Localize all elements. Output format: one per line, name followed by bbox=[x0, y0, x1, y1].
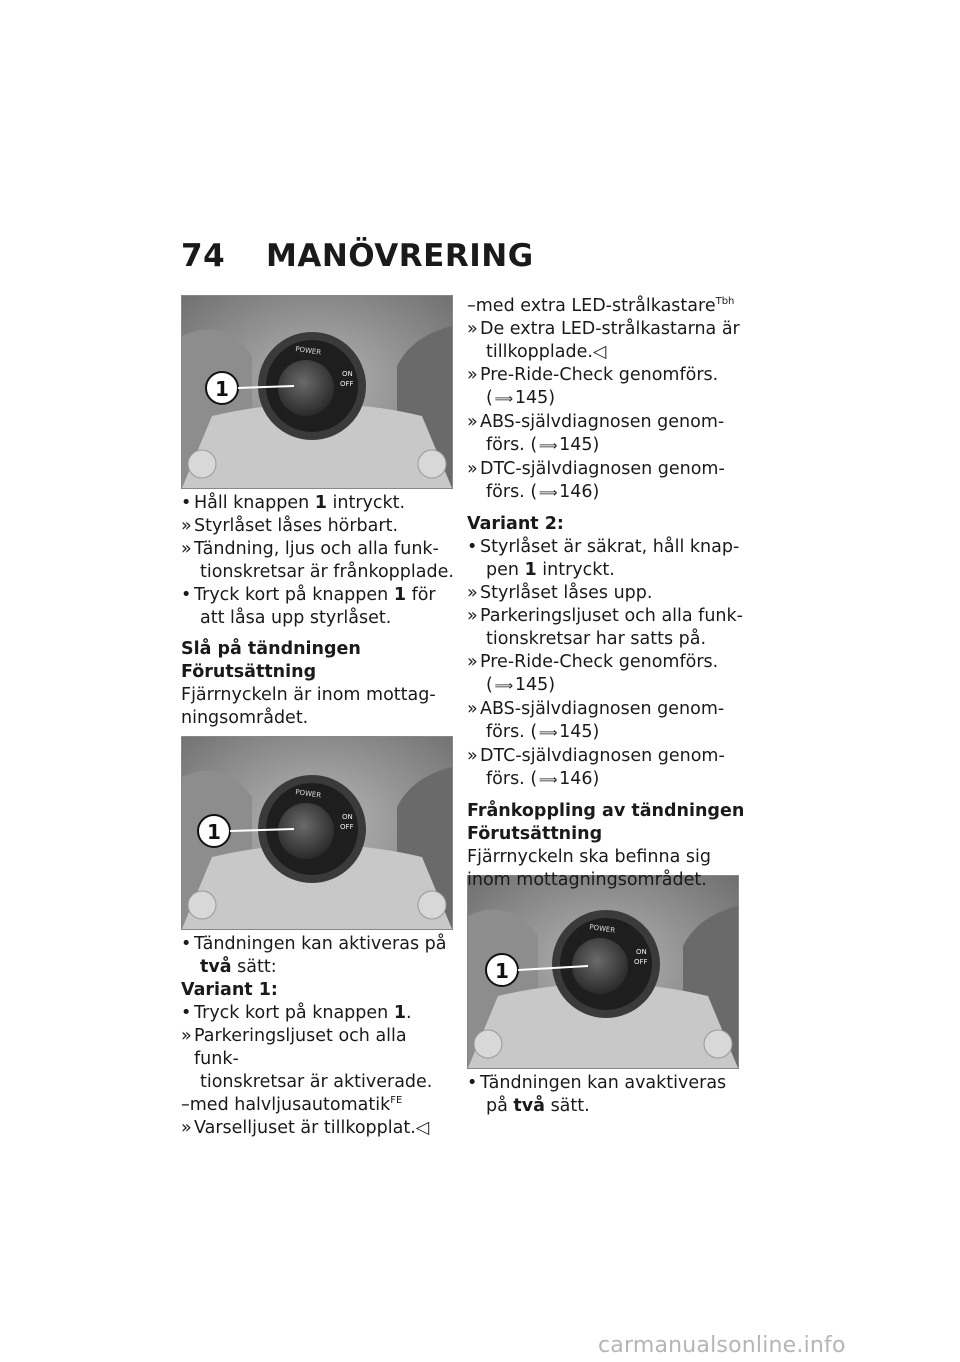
result-item: » Tändning, ljus och alla funk- bbox=[181, 539, 439, 559]
page-reference-link[interactable]: 146) bbox=[559, 482, 600, 502]
result-item: » DTC-självdiagnosen genom- bbox=[467, 459, 725, 479]
page-reference-link[interactable]: 145) bbox=[514, 388, 556, 408]
page-title: MANÖVRERING bbox=[266, 238, 534, 274]
off-label: OFF bbox=[340, 380, 354, 388]
result-item: » Varselljuset är tillkopplat.◁ bbox=[181, 1118, 430, 1138]
end-mark-icon: ◁ bbox=[592, 342, 607, 362]
result-arrow-icon: » bbox=[467, 606, 478, 626]
on-label: ON bbox=[342, 813, 353, 821]
bullet-item: • Styrlåset är säkrat, håll knap- bbox=[467, 537, 740, 557]
option-item: –med extra LED-strålkastare$^{Tbh}$ bbox=[467, 296, 735, 316]
result-arrow-icon: » bbox=[467, 746, 478, 766]
result-item: » ABS-självdiagnosen genom- bbox=[467, 412, 725, 432]
power-button-illustration-3 bbox=[468, 876, 738, 1068]
page-number: 74 bbox=[181, 238, 226, 274]
result-arrow-icon: » bbox=[467, 699, 478, 719]
bullet-item: • Tändningen kan avaktiveras bbox=[467, 1073, 727, 1093]
result-arrow-icon: » bbox=[181, 1118, 192, 1138]
right-column-bottom: • Tändningen kan avaktiveras på två sätt. bbox=[467, 1072, 747, 1118]
bullet-icon: • bbox=[181, 1003, 192, 1023]
power-button-photo bbox=[181, 295, 453, 489]
result-arrow-icon: » bbox=[181, 539, 192, 559]
on-label: ON bbox=[342, 370, 353, 378]
result-arrow-icon: » bbox=[467, 365, 478, 385]
page-reference-icon: ⟹ bbox=[494, 392, 514, 407]
callout-1: 1 bbox=[215, 377, 229, 401]
bullet-item: • Tryck kort på knappen 1 för bbox=[181, 585, 436, 605]
result-arrow-icon: » bbox=[467, 412, 478, 432]
result-item: » ABS-självdiagnosen genom- bbox=[467, 699, 725, 719]
bullet-icon: • bbox=[467, 1073, 478, 1093]
result-item: » DTC-självdiagnosen genom- bbox=[467, 746, 725, 766]
watermark: carmanualsonline.info bbox=[598, 1333, 846, 1358]
result-item: » Parkeringsljuset och alla funk- bbox=[467, 606, 743, 626]
result-arrow-icon: » bbox=[467, 652, 478, 672]
right-column-top: –med extra LED-strålkastare$^{Tbh}$ » De extra LED-strålkastarna är tillkopplade.◁ » Pre-Ride-Check genomförs. ( ⟹145) » ABS-självdiagnosen genom- förs. ( ⟹145) » DTC-självdiagnosen genom- förs. ( ⟹146) Variant 2: • Styrlåset är säkrat, håll knap- pen 1 intryckt. » Styrlåset låses upp. » Parkeringsljuset och alla funk- tionskretsar har satts på. » Pre-Ride-Check genomförs. ( ⟹145) » ABS-självdiagnosen genom- förs. ( ⟹145) » DTC-självdiagnosen genom- förs. ( ⟹146) Frånkoppling av tändningen Förutsättning Fjärrnyckeln ska befinna sig inom mottagningsområdet. bbox=[467, 295, 747, 892]
page-reference-icon: ⟹ bbox=[538, 486, 558, 501]
power-button-illustration-2 bbox=[182, 737, 452, 929]
bullet-icon: • bbox=[181, 934, 192, 954]
dash-icon: – bbox=[467, 296, 476, 316]
prerequisite-heading: Förutsättning bbox=[181, 662, 317, 682]
off-label: OFF bbox=[340, 823, 354, 831]
prerequisite-heading: Förutsättning bbox=[467, 824, 603, 844]
page-reference-link[interactable]: 145) bbox=[514, 675, 556, 695]
result-arrow-icon: » bbox=[467, 459, 478, 479]
section-heading: Frånkoppling av tändningen bbox=[467, 801, 745, 821]
result-arrow-icon: » bbox=[467, 319, 478, 339]
end-mark-icon: ◁ bbox=[415, 1118, 430, 1138]
power-button-photo-3 bbox=[467, 875, 739, 1069]
left-column-top: • Håll knappen 1 intryckt. » Styrlåset låses hörbart. » Tändning, ljus och alla funk- tionskretsar är frånkopplade. • Tryck kort på knappen 1 för att låsa upp styrlåset. Slå på tändningen Förutsättning Fjärrnyckeln är inom mottag- ningsområdet. bbox=[181, 492, 456, 730]
result-arrow-icon: » bbox=[467, 583, 478, 603]
left-column-bottom: • Tändningen kan aktiveras på två sätt: Variant 1: • Tryck kort på knappen 1. » Parkeringsljuset och alla funk- tionskretsar är aktiverade. –med halvljusautomatik$^{FE}$ » Varselljuset är tillkopplat.◁ bbox=[181, 933, 456, 1140]
page-reference-icon: ⟹ bbox=[538, 439, 558, 454]
page-reference-link[interactable]: 146) bbox=[559, 769, 600, 789]
page-reference-icon: ⟹ bbox=[494, 679, 514, 694]
bullet-item: • Tryck kort på knappen 1. bbox=[181, 1003, 412, 1023]
variant-heading: Variant 2: bbox=[467, 514, 564, 534]
dash-icon: – bbox=[181, 1095, 190, 1115]
bullet-item: • Håll knappen 1 intryckt. bbox=[181, 493, 406, 513]
result-item: » De extra LED-strålkastarna är bbox=[467, 319, 740, 339]
result-item: » Pre-Ride-Check genomförs. bbox=[467, 652, 719, 672]
result-item: » Styrlåset låses hörbart. bbox=[181, 516, 399, 536]
off-label: OFF bbox=[634, 958, 648, 966]
page-reference-link[interactable]: 145) bbox=[559, 722, 600, 742]
bullet-icon: • bbox=[181, 493, 192, 513]
result-item: » Pre-Ride-Check genomförs. bbox=[467, 365, 719, 385]
page-reference-icon: ⟹ bbox=[538, 726, 558, 741]
option-item: –med halvljusautomatik$^{FE}$ bbox=[181, 1095, 403, 1115]
callout-1: 1 bbox=[207, 820, 221, 844]
section-heading: Slå på tändningen bbox=[181, 639, 361, 659]
variant-heading: Variant 1: bbox=[181, 980, 278, 1000]
result-arrow-icon: » bbox=[181, 516, 192, 536]
result-arrow-icon: » bbox=[181, 1026, 192, 1046]
on-label: ON bbox=[636, 948, 647, 956]
power-label: POWER bbox=[294, 345, 322, 357]
bullet-icon: • bbox=[467, 537, 478, 557]
power-button-illustration bbox=[182, 296, 452, 488]
page-reference-link[interactable]: 145) bbox=[559, 435, 600, 455]
result-item: » Parkeringsljuset och alla funk- bbox=[181, 1026, 407, 1069]
page-reference-icon: ⟹ bbox=[538, 773, 558, 788]
power-label: POWER bbox=[294, 788, 322, 800]
result-item: » Styrlåset låses upp. bbox=[467, 583, 653, 603]
power-button-photo-2 bbox=[181, 736, 453, 930]
power-label: POWER bbox=[588, 923, 616, 935]
bullet-item: • Tändningen kan aktiveras på bbox=[181, 934, 447, 954]
callout-1: 1 bbox=[495, 959, 509, 983]
bullet-icon: • bbox=[181, 585, 192, 605]
